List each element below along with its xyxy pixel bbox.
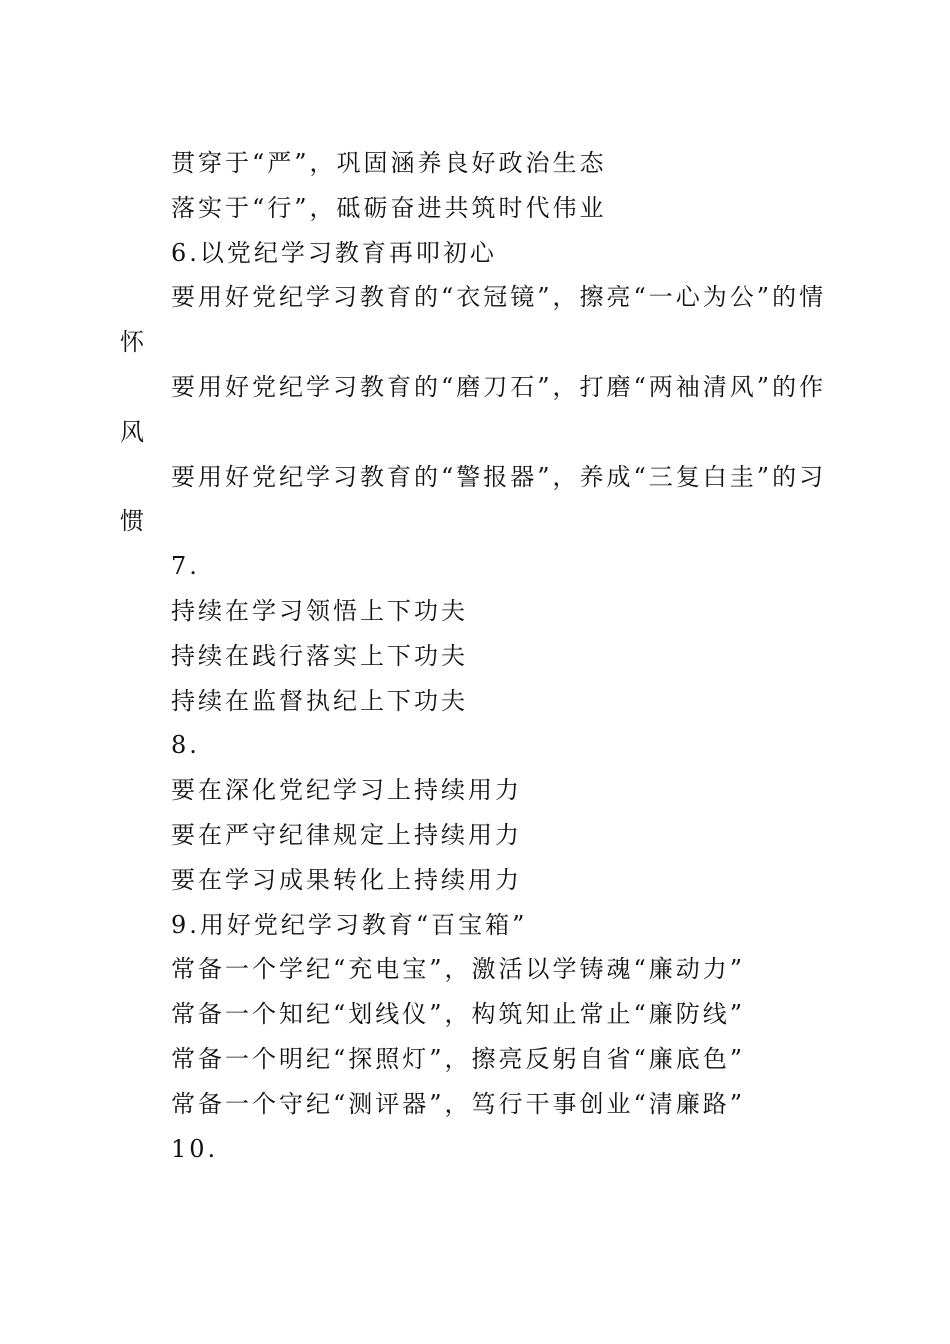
- text-paragraph: 要用好党纪学习教育的“磨刀石”，打磨“两袖清风”的作风: [120, 372, 827, 446]
- text-line: 贯穿于“严”，巩固涵养良好政治生态: [171, 149, 607, 177]
- text-line: 要在学习成果转化上持续用力: [171, 865, 522, 894]
- section-heading: 6.以党纪学习教育再叩初心: [171, 238, 497, 267]
- text-line: 要在深化党纪学习上持续用力: [171, 776, 522, 805]
- section-number: 8.: [171, 731, 200, 760]
- document-body: [120, 141, 830, 1171]
- text-line: 常备一个明纪“探照灯”，擦亮反躬自省“廉底色”: [171, 1044, 746, 1073]
- text-line: 持续在学习领悟上下功夫: [171, 596, 468, 625]
- text-paragraph: 要用好党纪学习教育的“衣冠镜”，擦亮“一心为公”的情怀: [120, 283, 827, 357]
- text-line: 要在严守纪律规定上持续用力: [171, 820, 522, 849]
- text-line: 常备一个守纪“测评器”，笃行干事创业“清廉路”: [171, 1089, 746, 1118]
- text-line: 常备一个知纪“划线仪”，构筑知止常止“廉防线”: [171, 1000, 746, 1029]
- text-line: 常备一个学纪“充电宝”，激活以学铸魂“廉动力”: [171, 955, 746, 984]
- text-line: 落实于“行”，砥砺奋进共筑时代伟业: [171, 193, 607, 222]
- text-line: 持续在监督执纪上下功夫: [171, 686, 468, 715]
- text-line: 持续在践行落实上下功夫: [171, 641, 468, 670]
- section-heading: 9.用好党纪学习教育“百宝箱”: [171, 910, 528, 939]
- text-paragraph: 要用好党纪学习教育的“警报器”，养成“三复白圭”的习惯: [120, 462, 827, 536]
- section-number: 10.: [171, 1134, 219, 1163]
- section-number: 7.: [171, 552, 200, 581]
